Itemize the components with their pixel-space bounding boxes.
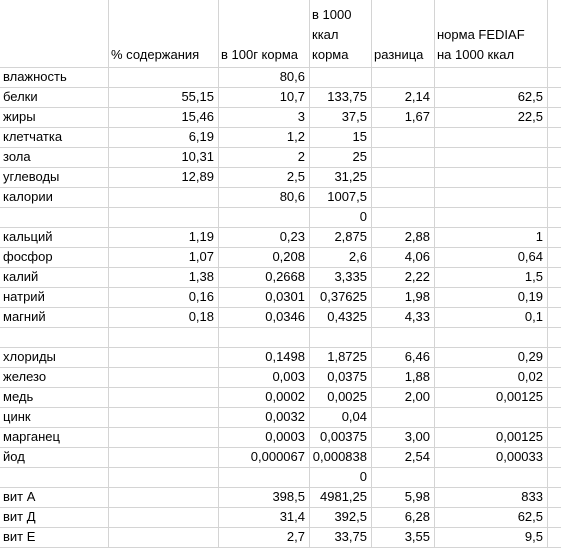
value-cell-f[interactable] <box>434 147 547 167</box>
value-cell-b[interactable] <box>108 387 218 407</box>
value-cell-e[interactable]: 2,54 <box>404 449 430 464</box>
value-cell-c[interactable]: 0,2668 <box>265 269 305 284</box>
value-cell-e[interactable]: 4,33 <box>404 309 430 324</box>
value-cell-b[interactable]: 1,07 <box>188 249 214 264</box>
value-cell-f[interactable]: 0,29 <box>517 349 543 364</box>
value-cell-d[interactable]: 0,0375 <box>327 369 367 384</box>
table-row <box>0 347 561 367</box>
value-cell-b[interactable] <box>108 367 218 387</box>
table-row <box>0 147 561 167</box>
value-cell-b[interactable] <box>108 447 218 467</box>
value-cell-f[interactable]: 0,1 <box>524 309 543 324</box>
value-cell-c[interactable]: 0,000067 <box>250 449 305 464</box>
value-cell-b[interactable] <box>108 467 218 487</box>
value-cell-c[interactable]: 0,0032 <box>265 409 305 424</box>
table-row <box>0 407 561 427</box>
value-cell-e[interactable] <box>371 467 434 487</box>
table-row <box>0 107 561 127</box>
value-cell-e[interactable] <box>371 207 434 227</box>
value-cell-d[interactable] <box>309 327 371 347</box>
value-cell-f[interactable]: 0,00033 <box>496 449 543 464</box>
value-cell-e[interactable]: 2,00 <box>404 389 430 404</box>
row-label-cell[interactable]: медь <box>3 389 34 404</box>
value-cell-d[interactable]: 31,25 <box>334 169 367 184</box>
value-cell-b[interactable]: 0,16 <box>188 289 214 304</box>
value-cell-f[interactable] <box>434 67 547 87</box>
table-row <box>0 327 561 347</box>
value-cell-d[interactable] <box>309 67 371 87</box>
value-cell-f[interactable]: 0,00125 <box>496 389 543 404</box>
header-cell-f[interactable]: норма FEDIAF <box>437 27 525 42</box>
value-cell-d[interactable]: 0,37625 <box>320 289 367 304</box>
value-cell-f[interactable] <box>434 207 547 227</box>
table-row <box>0 127 561 147</box>
value-cell-f[interactable]: 62,5 <box>517 89 543 104</box>
row-label-cell[interactable]: вит Е <box>3 529 36 544</box>
value-cell-b[interactable]: 31,4 <box>279 509 305 524</box>
table-row <box>0 247 561 267</box>
table-row <box>0 307 561 327</box>
value-cell-d[interactable]: 0,0025 <box>327 389 367 404</box>
value-cell-f[interactable]: 0,64 <box>517 249 543 264</box>
value-cell-c[interactable] <box>218 327 309 347</box>
value-cell-e[interactable] <box>371 67 434 87</box>
value-cell-e[interactable]: 2,14 <box>404 89 430 104</box>
table-row <box>0 227 561 247</box>
value-cell-c[interactable]: 0,1498 <box>265 349 305 364</box>
table-row <box>0 167 561 187</box>
value-cell-c[interactable]: 4981,25 <box>320 489 367 504</box>
value-cell-e[interactable] <box>371 327 434 347</box>
value-cell-d[interactable]: 15 <box>352 129 367 144</box>
value-cell-b[interactable]: 15,46 <box>181 109 214 124</box>
row-label-cell[interactable]: белки <box>3 89 38 104</box>
row-label-cell[interactable] <box>0 207 108 227</box>
value-cell-d[interactable]: 0,00375 <box>320 429 367 444</box>
row-label-cell[interactable]: йод <box>3 449 25 464</box>
value-cell-c[interactable]: 0,0346 <box>265 309 305 324</box>
table-row <box>0 187 561 207</box>
value-cell-e[interactable]: 62,5 <box>517 509 543 524</box>
value-cell-d[interactable]: 3,55 <box>404 529 430 544</box>
value-cell-e[interactable]: 3,00 <box>404 429 430 444</box>
value-cell-e[interactable]: 9,5 <box>524 529 543 544</box>
value-cell-f[interactable]: 22,5 <box>517 109 543 124</box>
value-cell-c[interactable] <box>218 207 309 227</box>
row-label-cell[interactable]: магний <box>3 309 46 324</box>
header-cell-f[interactable]: на 1000 ккал <box>437 47 515 62</box>
value-cell-e[interactable] <box>371 407 434 427</box>
value-cell-f[interactable] <box>434 467 547 487</box>
table-row <box>0 287 561 307</box>
row-label-cell[interactable]: марганец <box>3 429 60 444</box>
row-label-cell[interactable]: влажность <box>3 69 67 84</box>
value-cell-b[interactable] <box>108 347 218 367</box>
value-cell-f[interactable] <box>434 487 547 507</box>
value-cell-c[interactable]: 0,23 <box>279 229 305 244</box>
value-cell-d[interactable]: 5,98 <box>404 489 430 504</box>
value-cell-f[interactable] <box>434 407 547 427</box>
value-cell-b[interactable]: 6,19 <box>188 129 214 144</box>
value-cell-f[interactable] <box>434 327 547 347</box>
value-cell-e[interactable]: 833 <box>521 489 543 504</box>
value-cell-d[interactable]: 1,8725 <box>327 349 367 364</box>
table-row <box>0 467 561 487</box>
row-label-cell[interactable]: зола <box>3 149 31 164</box>
value-cell-e[interactable] <box>371 127 434 147</box>
value-cell-f[interactable] <box>434 187 547 207</box>
value-cell-c[interactable]: 80,6 <box>279 189 305 204</box>
row-label-cell[interactable]: вит А <box>3 489 36 504</box>
value-cell-c[interactable]: 10,7 <box>279 89 305 104</box>
value-cell-e[interactable]: 1,98 <box>404 289 430 304</box>
value-cell-f[interactable] <box>434 127 547 147</box>
value-cell-e[interactable] <box>371 187 434 207</box>
value-cell-d[interactable]: 25 <box>352 149 367 164</box>
value-cell-c[interactable]: 392,5 <box>334 509 367 524</box>
row-label-cell[interactable]: железо <box>3 369 47 384</box>
table-row <box>0 487 561 507</box>
row-label-cell[interactable]: калории <box>3 189 53 204</box>
value-cell-b[interactable]: 55,15 <box>181 89 214 104</box>
table-row <box>0 367 561 387</box>
value-cell-c[interactable]: 0,0003 <box>265 429 305 444</box>
value-cell-b[interactable]: 10,31 <box>181 149 214 164</box>
row-label-cell[interactable]: клетчатка <box>3 129 63 144</box>
value-cell-c[interactable]: 2 <box>297 149 305 164</box>
value-cell-b[interactable]: 0,18 <box>188 309 214 324</box>
row-label-cell[interactable]: фосфор <box>3 249 53 264</box>
value-cell-d[interactable]: 133,75 <box>327 89 367 104</box>
row-label-cell[interactable]: кальций <box>3 229 53 244</box>
value-cell-b[interactable] <box>108 207 218 227</box>
header-cell-d[interactable]: корма <box>312 47 349 62</box>
value-cell-b[interactable]: 398,5 <box>272 489 305 504</box>
value-cell-f[interactable]: 0,19 <box>517 289 543 304</box>
value-cell-c[interactable]: 0,003 <box>272 369 305 384</box>
value-cell-d[interactable]: 2,875 <box>334 229 367 244</box>
value-cell-f[interactable]: 0,00125 <box>496 429 543 444</box>
row-label-cell[interactable] <box>0 467 108 487</box>
value-cell-d[interactable]: 2,6 <box>348 249 367 264</box>
value-cell-f[interactable]: 0,02 <box>517 369 543 384</box>
row-label-cell[interactable]: натрий <box>3 289 45 304</box>
value-cell-e[interactable]: 4,06 <box>404 249 430 264</box>
value-cell-b[interactable] <box>108 187 218 207</box>
value-cell-f[interactable] <box>434 527 547 547</box>
value-cell-f[interactable] <box>434 167 547 187</box>
value-cell-b[interactable] <box>108 407 218 427</box>
header-cell-c[interactable]: в 100г корма <box>221 47 299 62</box>
value-cell-d[interactable]: 0,000838 <box>312 449 367 464</box>
value-cell-f[interactable]: 1 <box>535 229 543 244</box>
value-cell-b[interactable]: 1,19 <box>188 229 214 244</box>
value-cell-d[interactable]: 37,5 <box>341 109 367 124</box>
value-cell-e[interactable]: 1,88 <box>404 369 430 384</box>
value-cell-c[interactable]: 33,75 <box>334 529 367 544</box>
value-cell-d[interactable]: 0,4325 <box>327 309 367 324</box>
value-cell-d[interactable]: 0,04 <box>341 409 367 424</box>
table-row <box>0 207 561 227</box>
value-cell-d[interactable]: 0 <box>359 209 367 224</box>
table-row <box>0 427 561 447</box>
value-cell-f[interactable] <box>434 507 547 527</box>
table-row <box>0 447 561 467</box>
value-cell-c[interactable]: 80,6 <box>279 69 305 84</box>
value-cell-c[interactable]: 1,2 <box>286 129 305 144</box>
header-cell-d[interactable]: в 1000 <box>312 7 352 22</box>
value-cell-b[interactable]: 12,89 <box>181 169 214 184</box>
value-cell-d[interactable]: 3,335 <box>334 269 367 284</box>
header-cell-e[interactable]: разница <box>374 47 424 62</box>
table-row <box>0 527 561 547</box>
value-cell-c[interactable]: 0,0002 <box>265 389 305 404</box>
value-cell-c[interactable]: 2,5 <box>286 169 305 184</box>
value-cell-d[interactable]: 6,28 <box>404 509 430 524</box>
row-label-cell[interactable]: хлориды <box>3 349 56 364</box>
row-label-cell[interactable]: углеводы <box>3 169 60 184</box>
row-label-cell[interactable]: жиры <box>3 109 36 124</box>
value-cell-c[interactable]: 3 <box>297 109 305 124</box>
value-cell-f[interactable]: 1,5 <box>524 269 543 284</box>
header-cell-d[interactable]: ккал <box>312 27 339 42</box>
table-row <box>0 507 561 527</box>
row-label-cell[interactable] <box>0 327 108 347</box>
table-row <box>0 267 561 287</box>
value-cell-e[interactable] <box>371 147 434 167</box>
value-cell-b[interactable] <box>108 327 218 347</box>
row-label-cell[interactable]: вит Д <box>3 509 36 524</box>
value-cell-d[interactable]: 1007,5 <box>327 189 367 204</box>
value-cell-c[interactable]: 0,0301 <box>265 289 305 304</box>
value-cell-b[interactable] <box>108 67 218 87</box>
table-row <box>0 67 561 87</box>
header-cell-b[interactable]: % содержания <box>111 47 200 62</box>
row-label-cell[interactable]: калий <box>3 269 39 284</box>
value-cell-c[interactable] <box>218 467 309 487</box>
value-cell-e[interactable]: 2,22 <box>404 269 430 284</box>
value-cell-b[interactable] <box>108 427 218 447</box>
value-cell-b[interactable]: 2,7 <box>286 529 305 544</box>
value-cell-e[interactable]: 6,46 <box>404 349 430 364</box>
value-cell-d[interactable]: 0 <box>359 469 367 484</box>
value-cell-e[interactable] <box>371 167 434 187</box>
value-cell-e[interactable]: 2,88 <box>404 229 430 244</box>
table-row <box>0 387 561 407</box>
value-cell-e[interactable]: 1,67 <box>404 109 430 124</box>
value-cell-b[interactable]: 1,38 <box>188 269 214 284</box>
value-cell-c[interactable]: 0,208 <box>272 249 305 264</box>
row-label-cell[interactable]: цинк <box>3 409 31 424</box>
table-row <box>0 87 561 107</box>
